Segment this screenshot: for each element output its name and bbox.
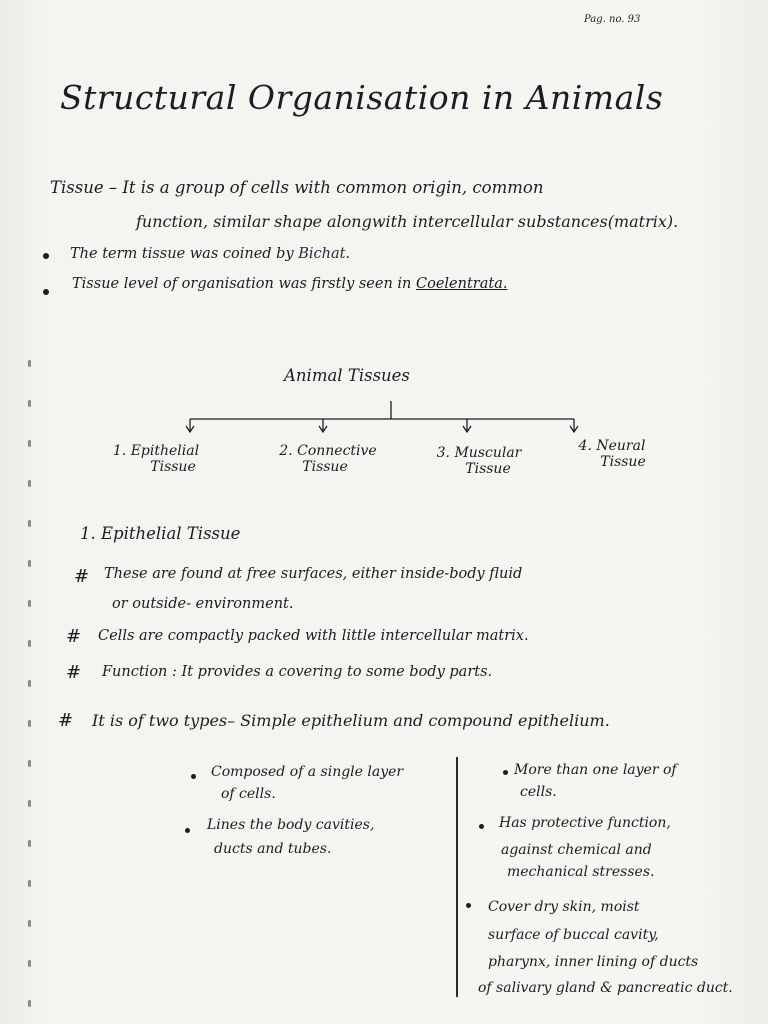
simple-point-layer-l2: of cells. (221, 786, 276, 802)
perforation-mark (28, 520, 31, 527)
tree-node-label: 1. Epithelial (112, 443, 200, 459)
simple-point-lines-l2: ducts and tubes. (214, 841, 332, 857)
margin-perforations (28, 360, 32, 1020)
compound-point-cover-l3: pharynx, inner lining of ducts (488, 954, 699, 970)
perforation-mark (28, 960, 31, 967)
bullet-dot (466, 903, 471, 908)
compound-point-cover-l4: of salivary gland & pancreatic duct. (478, 980, 733, 996)
epithelial-point-function: Function : It provides a covering to some body parts. (102, 664, 493, 680)
tree-node-label: 3. Muscular (436, 445, 522, 461)
hash-marker: # (66, 662, 82, 683)
tree-node-connective (268, 443, 388, 475)
bullet-tissue-level (72, 276, 507, 292)
perforation-mark (28, 480, 31, 487)
epithelial-point-location-l2: or outside- environment. (112, 596, 294, 612)
perforation-mark (28, 560, 31, 567)
hash-marker: # (74, 566, 90, 587)
tissue-definition-line1: Tissue – It is a group of cells with common origin, common (50, 178, 544, 197)
perforation-mark (28, 800, 31, 807)
perforation-mark (28, 760, 31, 767)
compound-point-protective-l2: against chemical and (501, 842, 652, 858)
perforation-mark (28, 1000, 31, 1007)
bullet-dot (191, 774, 196, 779)
tree-node-label: 2. Connective (279, 443, 377, 459)
bullet-tissue-level-text: Tissue level of organisation was firstly seen in (72, 276, 412, 292)
bullet-term-coined (70, 246, 350, 262)
perforation-mark (28, 880, 31, 887)
bullet-dot (43, 253, 49, 259)
perforation-mark (28, 600, 31, 607)
column-divider (456, 757, 458, 997)
hash-marker: # (58, 710, 74, 731)
bullet-dot (185, 828, 190, 833)
tree-node-muscular (424, 445, 534, 477)
compound-point-layers-l2: cells. (520, 784, 557, 800)
perforation-mark (28, 640, 31, 647)
bullet-dot (43, 289, 49, 295)
tree-node-label: Tissue (150, 459, 196, 475)
tree-node-neural (562, 438, 662, 470)
tree-node-label: 4. Neural (578, 438, 646, 454)
bullet-dot (503, 770, 508, 775)
tree-node-epithelial (96, 443, 216, 475)
compound-point-protective-l1: Has protective function, (499, 815, 671, 831)
epithelial-point-types: It is of two types– Simple epithelium and compound epithelium. (92, 711, 610, 730)
tree-root-label: Animal Tissues (284, 366, 410, 385)
epithelial-point-location-l1: These are found at free surfaces, either inside-body fluid (104, 566, 523, 582)
page-number: Pag. no. 93 (584, 14, 641, 25)
perforation-mark (28, 360, 31, 367)
perforation-mark (28, 920, 31, 927)
compound-point-layers-l1: More than one layer of (514, 762, 677, 778)
perforation-mark (28, 720, 31, 727)
bullet-term-coined-text: The term tissue was coined by (70, 246, 294, 262)
bullet-dot (479, 824, 484, 829)
tree-node-label: Tissue (302, 459, 348, 475)
hash-marker: # (66, 626, 82, 647)
page-title: Structural Organisation in Animals (60, 78, 664, 117)
tree-node-label: Tissue (465, 461, 511, 477)
section-heading-epithelial: 1. Epithelial Tissue (80, 524, 241, 543)
simple-point-layer-l1: Composed of a single layer (211, 764, 404, 780)
tree-node-label: Tissue (600, 454, 646, 470)
epithelial-point-cells: Cells are compactly packed with little intercellular matrix. (98, 628, 529, 644)
compound-point-cover-l2: surface of buccal cavity, (488, 927, 659, 943)
tissue-definition-line2: function, similar shape alongwith intercellular substances(matrix). (136, 212, 679, 231)
coelentrata-term: Coelentrata. (416, 276, 508, 292)
simple-point-lines-l1: Lines the body cavities, (207, 817, 375, 833)
perforation-mark (28, 840, 31, 847)
perforation-mark (28, 680, 31, 687)
compound-point-protective-l3: mechanical stresses. (507, 864, 655, 880)
compound-point-cover-l1: Cover dry skin, moist (488, 899, 640, 915)
scientist-name: Bichat. (298, 246, 351, 262)
